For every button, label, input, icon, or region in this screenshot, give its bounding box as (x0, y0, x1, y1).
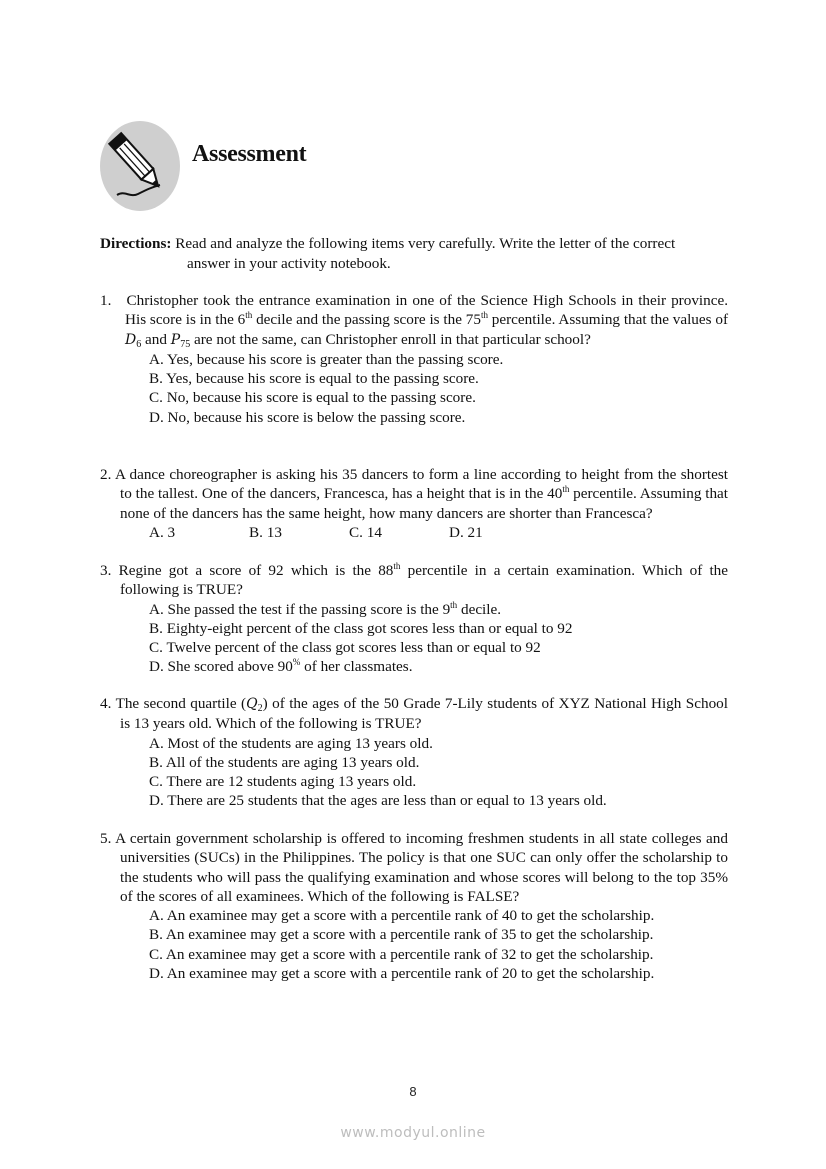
superscript: th (480, 310, 488, 321)
answer-options (100, 906, 728, 983)
option-text: decile. (457, 600, 502, 618)
directions-text-line2: answer in your activity notebook. (187, 254, 391, 272)
stem-text: and (141, 330, 171, 348)
stem-text: Christopher took the entrance examination in one of the Science High Schools in their province. His score is in the 6 (125, 292, 729, 329)
question-stem (100, 829, 728, 906)
superscript: % (292, 657, 301, 668)
subscript: 6 (136, 338, 142, 350)
option-text: A. She passed the test if the passing score is the 9 (149, 600, 451, 618)
pencil-icon (100, 121, 180, 211)
option-b: B. 13 (249, 523, 282, 541)
question-number: 5. (100, 830, 112, 847)
question-3 (100, 561, 728, 677)
option-a (149, 600, 728, 619)
question-number: 1. (100, 292, 112, 309)
question-stem (100, 465, 728, 523)
question-stem (100, 694, 728, 734)
subscript: 2 (257, 703, 263, 714)
option-a: A. 3 (149, 523, 176, 541)
stem-text: percentile. Assuming that the values of (487, 311, 729, 329)
stem-text: The second quartile ( (115, 695, 247, 712)
option-a: A. Most of the students are aging 13 years old. (149, 734, 433, 752)
math-symbol: P (170, 331, 181, 348)
superscript: th (245, 310, 253, 321)
page-number: 8 (409, 1084, 417, 1099)
option-b: B. Eighty-eight percent of the class got scores less than or equal to 92 (149, 619, 573, 637)
option-c: C. No, because his score is equal to the passing score. (149, 389, 476, 407)
option-c: C. An examinee may get a score with a percentile rank of 32 to get the scholarship. (149, 945, 654, 963)
directions-text-line1: Read and analyze the following items very carefully. Write the letter of the correct (171, 235, 676, 252)
option-text: D. She scored above 90 (149, 658, 293, 676)
question-5 (100, 829, 728, 983)
option-d (149, 657, 728, 676)
option-a: A. An examinee may get a score with a percentile rank of 40 to get the scholarship. (149, 907, 655, 925)
question-stem (100, 561, 728, 600)
question-4 (100, 694, 728, 811)
option-b: B. An examinee may get a score with a percentile rank of 35 to get the scholarship. (149, 926, 654, 944)
question-2 (100, 465, 728, 542)
option-c: C. 14 (349, 523, 382, 541)
math-symbol: Q (246, 696, 258, 712)
stem-text: ) of the ages of the 50 Grade 7-Lily students of XYZ National High School is 13 years old. Which of the following is TRUE? (120, 695, 728, 733)
option-d: D. 21 (449, 523, 483, 541)
option-d: D. An examinee may get a score with a percentile rank of 20 to get the scholarship. (149, 965, 655, 983)
option-b: B. All of the students are aging 13 years old. (149, 753, 420, 771)
watermark-link[interactable]: www.modyul.online (340, 1125, 486, 1141)
answer-options (100, 600, 728, 677)
answer-options (100, 523, 728, 542)
subscript: 75 (180, 338, 191, 350)
option-c: C. Twelve percent of the class got scores less than or equal to 92 (149, 639, 541, 657)
stem-text: A certain government scholarship is offered to incoming freshmen students in all state colleges and universities (SUCs) in the Philippines. The policy is that one SUC can only offer the scholarship to the students who will pass the qualifying examination and whose scores will belong to the top 35% of the scores of all examinees. Which of the following is FALSE? (115, 830, 728, 905)
stem-text: percentile. Assuming that none of the dancers has the same height, how many dancers are shorter than Francesca? (120, 485, 729, 522)
answer-options (100, 350, 728, 427)
math-symbol: D (125, 331, 137, 348)
superscript: th (562, 484, 570, 495)
answer-options (100, 734, 728, 811)
superscript: th (393, 561, 401, 571)
option-a: A. Yes, because his score is greater than the passing score. (149, 350, 504, 368)
option-c: C. There are 12 students aging 13 years old. (149, 773, 417, 791)
directions-label: Directions: (100, 235, 172, 252)
page-title: Assessment (192, 141, 307, 167)
stem-text: percentile in a certain examination. Which of the following is TRUE? (120, 562, 729, 599)
question-stem (100, 291, 728, 350)
directions (100, 234, 730, 273)
stem-text: A dance choreographer is asking his 35 dancers to form a line according to height from the shortest to the tallest. One of the dancers, Francesca, has a height that is in the 40 (114, 466, 728, 503)
option-d: D. There are 25 students that the ages are less than or equal to 13 years old. (149, 792, 607, 810)
question-1 (100, 291, 728, 427)
superscript: th (450, 599, 458, 610)
question-number: 3. (100, 562, 112, 579)
stem-text: are not the same, can Christopher enroll in that particular school? (190, 330, 591, 348)
stem-text: decile and the passing score is the 75 (252, 311, 481, 329)
stem-text: Regine got a score of 92 which is the 88 (118, 562, 394, 579)
option-text: of her classmates. (300, 658, 413, 676)
option-d: D. No, because his score is below the passing score. (149, 408, 466, 426)
question-number: 2. (100, 466, 112, 483)
question-number: 4. (100, 695, 112, 712)
option-b: B. Yes, because his score is equal to the passing score. (149, 370, 479, 388)
